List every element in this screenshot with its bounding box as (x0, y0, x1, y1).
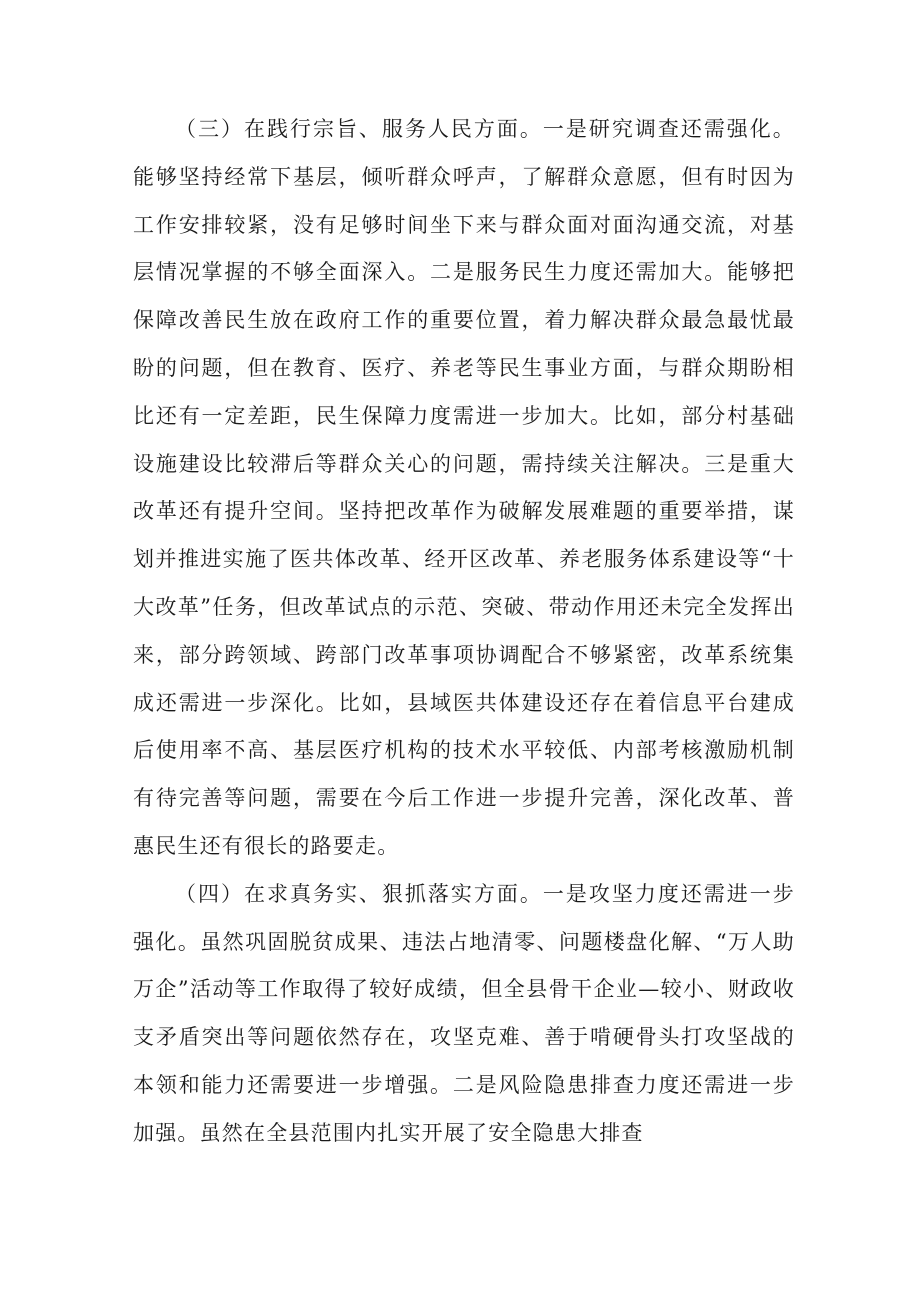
paragraph-section-three: （三）在践行宗旨、服务人民方面。一是研究调查还需强化。能够坚持经常下基层，倾听群众呼声，了解群众意愿，但有时因为工作安排较紧，没有足够时间坐下来与群众面对面沟通交流，对基层情况掌握的不够全面深入。二是服务民生力度还需加大。能够把保障改善民生放在政府工作的重要位置，着力解决群众最急最忧最盼的问题，但在教育、医疗、养老等民生事业方面，与群众期盼相比还有一定差距，民生保障力度需进一步加大。比如，部分村基础设施建设比较滞后等群众关心的问题，需持续关注解决。三是重大改革还有提升空间。坚持把改革作为破解发展难题的重要举措，谋划并推进实施了医共体改革、经开区改革、养老服务体系建设等“十大改革”任务，但改革试点的示范、突破、带动作用还未完全发挥出来，部分跨领域、跨部门改革事项协调配合不够紧密，改革系统集成还需进一步深化。比如，县域医共体建设还存在着信息平台建成后使用率不高、基层医疗机构的技术水平较低、内部考核激励机制有待完善等问题，需要在今后工作进一步提升完善，深化改革、普惠民生还有很长的路要走。 (133, 117, 795, 858)
document-body (133, 106, 795, 1158)
paragraph-section-four: （四）在求真务实、狠抓落实方面。一是攻坚力度还需进一步强化。虽然巩固脱贫成果、违法占地清零、问题楼盘化解、“万人助万企”活动等工作取得了较好成绩，但全县骨干企业—较小、财政收支矛盾突出等问题依然存在，攻坚克难、善于啃硬骨头打攻坚战的本领和能力还需要进一步增强。二是风险隐患排查力度还需进一步加强。虽然在全县范围内扎实开展了安全隐患大排查 (133, 881, 795, 1145)
